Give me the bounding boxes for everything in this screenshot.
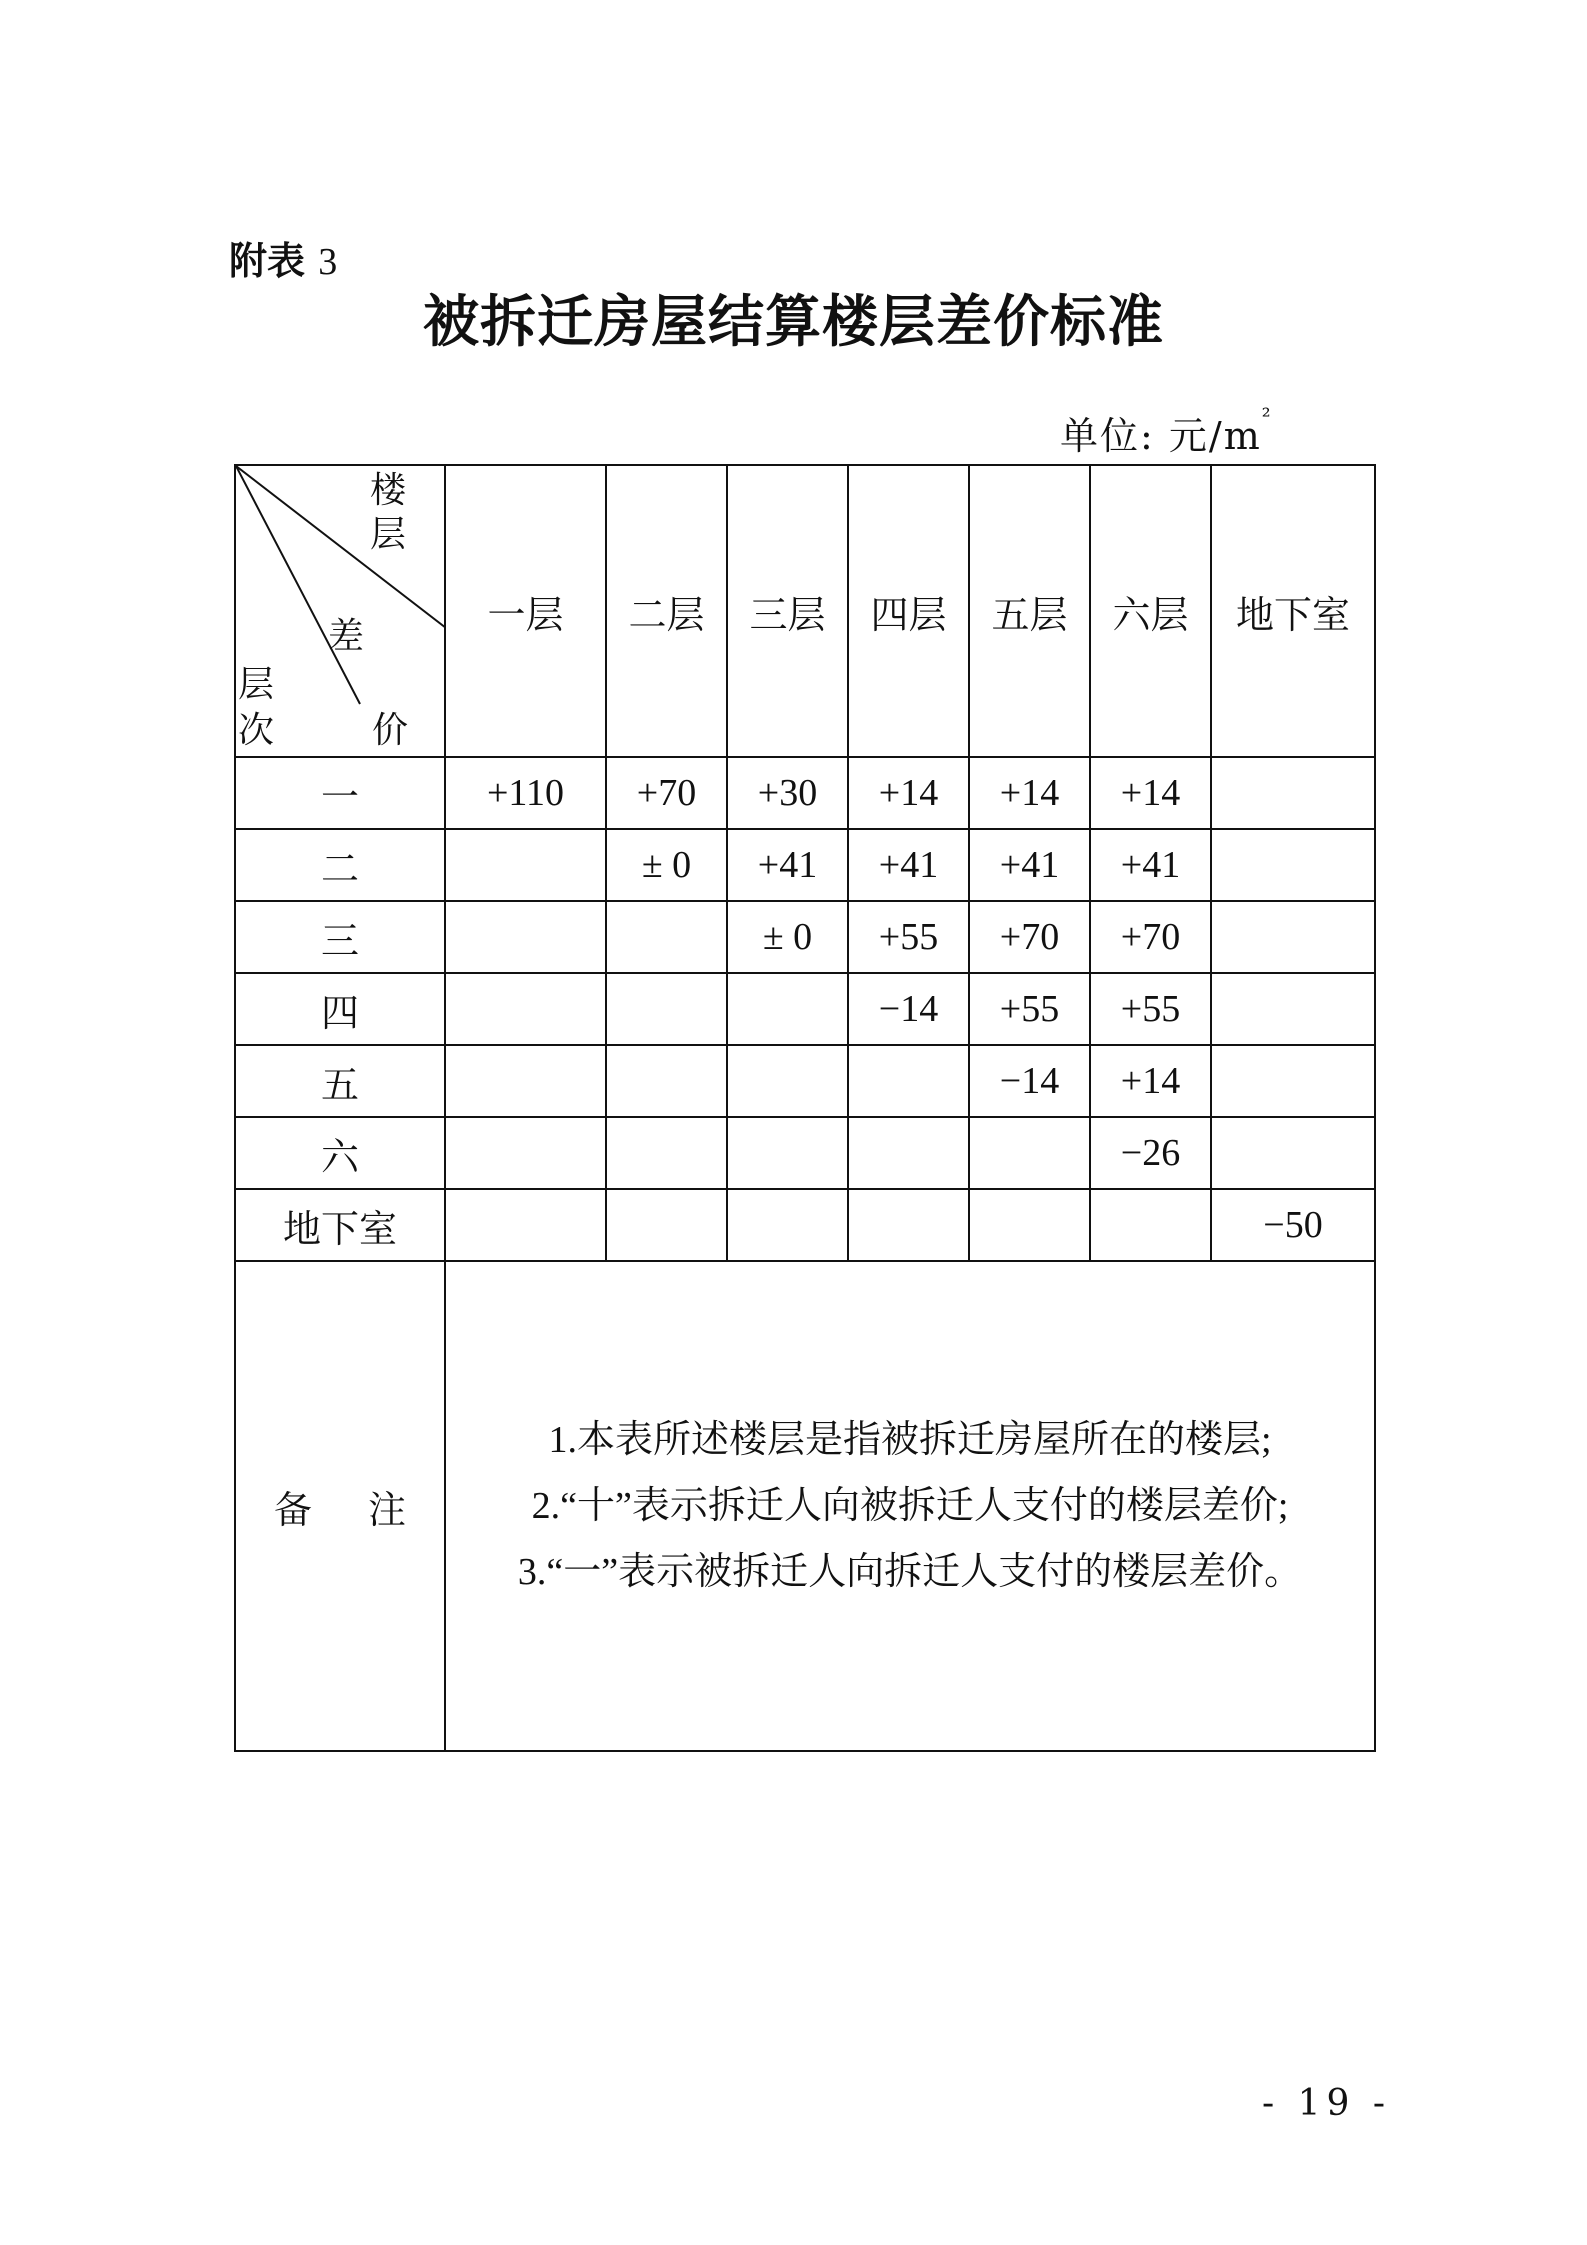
remark-line: 1.本表所述楼层是指被拆迁房屋所在的楼层; [548,1419,1272,1461]
remark-line: 3.“一”表示被拆迁人向拆迁人支付的楼层差价。 [517,1551,1303,1593]
row-label: 四 [235,973,445,1045]
table-cell [606,1189,727,1261]
table-row [235,757,1375,829]
table-cell [445,1045,606,1117]
table-cell: +14 [1090,757,1211,829]
table-cell [1211,973,1375,1045]
table-cell: +14 [969,757,1090,829]
col-header: 二层 [606,465,727,757]
corner-level-char-2: 次 [238,710,275,750]
col-header: 五层 [969,465,1090,757]
document-title: 被拆迁房屋结算楼层差价标准 [423,290,1164,355]
remarks-row [235,1261,1375,1751]
table-cell [606,973,727,1045]
table-cell [1211,1117,1375,1189]
table-cell: +55 [1090,973,1211,1045]
unit-value: 元/m [1168,414,1262,458]
table-cell [727,1189,848,1261]
table-cell: +30 [727,757,848,829]
table-cell: +14 [848,757,969,829]
table-cell: −14 [969,1045,1090,1117]
table-cell [445,973,606,1045]
table-cell: +41 [727,829,848,901]
table-cell [606,901,727,973]
table-cell: +70 [1090,901,1211,973]
table-cell [445,1189,606,1261]
table-row [235,1189,1375,1261]
remarks-label [235,1261,445,1751]
col-header: 三层 [727,465,848,757]
table-cell [848,1045,969,1117]
table-cell: −50 [1211,1189,1375,1261]
table-row [235,829,1375,901]
corner-floor-char-2: 层 [370,514,407,554]
col-header: 六层 [1090,465,1211,757]
row-label: 三 [235,901,445,973]
table-cell: −26 [1090,1117,1211,1189]
table-cell: ± 0 [727,901,848,973]
col-header: 四层 [848,465,969,757]
header-row [235,465,1375,757]
unit-superscript: ² [1261,405,1273,430]
table-row [235,1045,1375,1117]
table-cell [1211,829,1375,901]
table-cell [606,1045,727,1117]
row-label: 二 [235,829,445,901]
table-cell [1211,901,1375,973]
table-cell [1090,1189,1211,1261]
table-cell: +41 [969,829,1090,901]
table-cell: ± 0 [606,829,727,901]
table-row [235,901,1375,973]
table-cell: +70 [969,901,1090,973]
table-row [235,973,1375,1045]
unit-prefix: 单位: [1060,414,1155,458]
appendix-number: 3 [318,241,338,283]
col-header: 一层 [445,465,606,757]
corner-price-char: 价 [372,710,409,750]
header-corner-cell [235,465,445,757]
table-cell [969,1189,1090,1261]
table-cell [727,973,848,1045]
corner-floor-char-1: 楼 [370,470,407,510]
table-cell [969,1117,1090,1189]
table-cell [848,1189,969,1261]
table-row [235,1117,1375,1189]
table-cell [1211,757,1375,829]
table-cell [445,901,606,973]
table-cell: +41 [848,829,969,901]
remark-line: 2.“十”表示拆迁人向被拆迁人支付的楼层差价; [531,1485,1289,1527]
table-cell: −14 [848,973,969,1045]
appendix-label [229,230,337,285]
page-number: - 19 - [1262,2083,1392,2124]
table-cell: +55 [969,973,1090,1045]
corner-diff-char: 差 [328,616,365,656]
table-cell: +55 [848,901,969,973]
table-cell: +41 [1090,829,1211,901]
table-cell [445,829,606,901]
floor-price-table [234,464,1376,1752]
remarks-content [445,1261,1375,1751]
table-cell [848,1117,969,1189]
table-cell: +70 [606,757,727,829]
remarks-label-char-2: 注 [368,1489,407,1532]
row-label: 五 [235,1045,445,1117]
unit-label [1060,405,1273,460]
table-cell [727,1117,848,1189]
row-label: 地下室 [235,1189,445,1261]
table-cell: +14 [1090,1045,1211,1117]
table-cell [1211,1045,1375,1117]
row-label: 一 [235,757,445,829]
col-header: 地下室 [1211,465,1375,757]
table-cell [727,1045,848,1117]
table-cell [606,1117,727,1189]
appendix-text: 附表 [229,239,306,283]
table-cell: +110 [445,757,606,829]
remarks-label-char-1: 备 [273,1489,312,1532]
table-cell [445,1117,606,1189]
corner-level-char-1: 层 [238,664,275,704]
row-label: 六 [235,1117,445,1189]
